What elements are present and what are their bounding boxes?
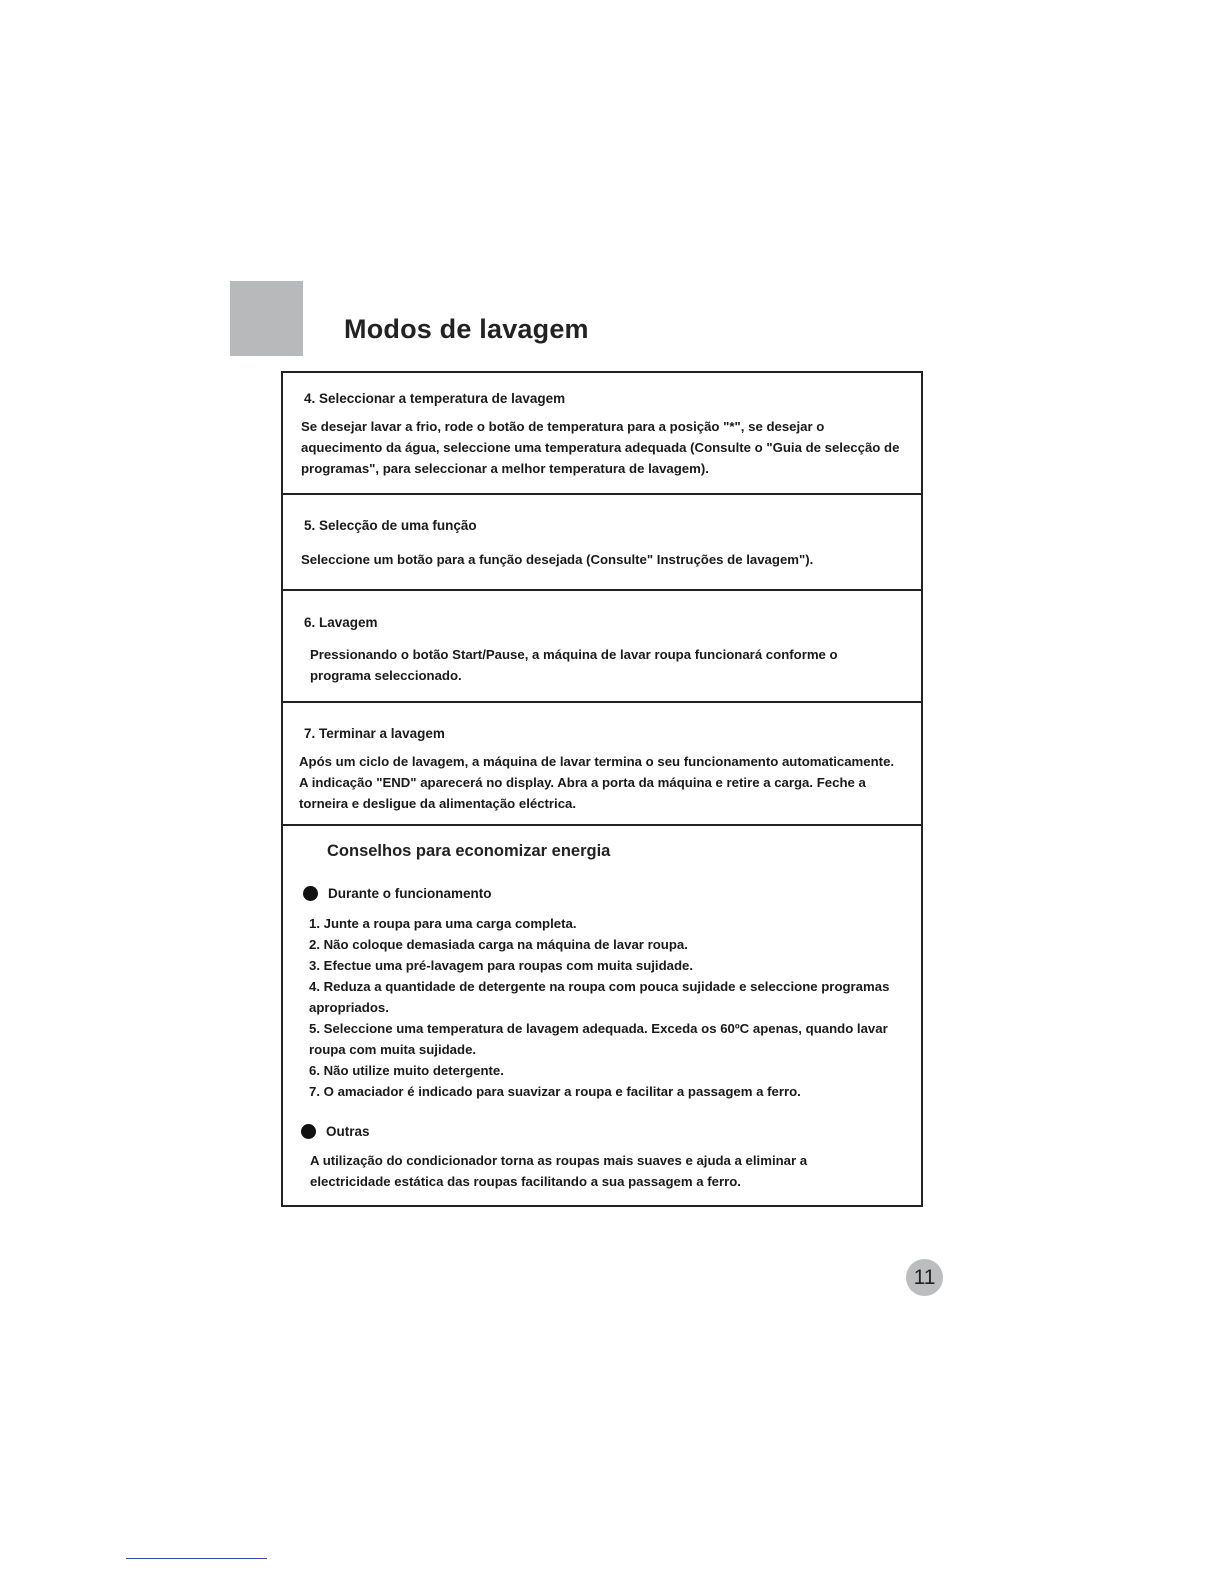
section-title: Terminar a lavagem: [319, 726, 445, 741]
section-heading: [304, 391, 565, 406]
list-item: 6. Não utilize muito detergente.: [309, 1063, 504, 1078]
section-number: 6.: [304, 615, 316, 630]
energy-tips-title: Conselhos para economizar energia: [327, 842, 611, 860]
section-text: Pressionando o botão Start/Pause, a máquina de lavar roupa funcionará conforme o programa seleccionado.: [310, 647, 838, 683]
section-divider: [283, 824, 921, 826]
section-number: 5.: [304, 518, 316, 533]
others-label: Outras: [326, 1124, 370, 1139]
instructions-frame: [281, 371, 923, 1207]
section-divider: [283, 589, 921, 591]
section-text: Se desejar lavar a frio, rode o botão de temperatura para a posição "*", se desejar o aquecimento da água, seleccione uma temperatura adequada (Consulte o "Guia de selecção de programas", para seleccionar a melhor temperatura de lavagem).: [301, 419, 900, 476]
bullet-icon: [301, 1124, 316, 1139]
list-item: 3. Efectue uma pré-lavagem para roupas com muita sujidade.: [309, 958, 694, 973]
page-title: Modos de lavagem: [344, 314, 589, 344]
bullet-icon: [303, 886, 318, 901]
section-heading: [304, 726, 445, 741]
section-title: Seleccionar a temperatura de lavagem: [319, 391, 566, 406]
others-text: A utilização do condicionador torna as roupas mais suaves e ajuda a eliminar a electricidade estática das roupas facilitando a sua passagem a ferro.: [310, 1153, 808, 1189]
list-item: 2. Não coloque demasiada carga na máquina de lavar roupa.: [309, 937, 688, 952]
section-heading: [304, 615, 378, 630]
footer-line: [126, 1558, 267, 1559]
section-heading: [304, 518, 477, 533]
section-divider: [283, 493, 921, 495]
section-divider: [283, 701, 921, 703]
section-text: Seleccione um botão para a função desejada (Consulte" Instruções de lavagem").: [301, 552, 814, 567]
section-title: Selecção de uma função: [319, 518, 477, 533]
section-number: 4.: [304, 391, 316, 406]
list-item: 4. Reduza a quantidade de detergente na roupa com pouca sujidade e seleccione programas apropriados.: [309, 979, 890, 1015]
section-number: 7.: [304, 726, 316, 741]
others-bullet: [301, 1124, 370, 1139]
section-text: Após um ciclo de lavagem, a máquina de lavar termina o seu funcionamento automaticamente. A indicação "END" aparecerá no display. Abra a porta da máquina e retire a carga. Feche a torneira e desligue da alimentação eléctrica.: [299, 754, 895, 811]
list-item: 7. O amaciador é indicado para suavizar a roupa e facilitar a passagem a ferro.: [309, 1084, 801, 1099]
section-marker-block: [230, 281, 303, 356]
during-operation-bullet: [303, 886, 492, 901]
section-title: Lavagem: [319, 615, 378, 630]
energy-tips-list: [309, 913, 894, 1102]
during-operation-label: Durante o funcionamento: [328, 886, 492, 901]
list-item: 5. Seleccione uma temperatura de lavagem adequada. Exceda os 60ºC apenas, quando lavar roupa com muita sujidade.: [309, 1021, 888, 1057]
list-item: 1. Junte a roupa para uma carga completa.: [309, 916, 577, 931]
page-number-badge: 11: [906, 1259, 943, 1296]
